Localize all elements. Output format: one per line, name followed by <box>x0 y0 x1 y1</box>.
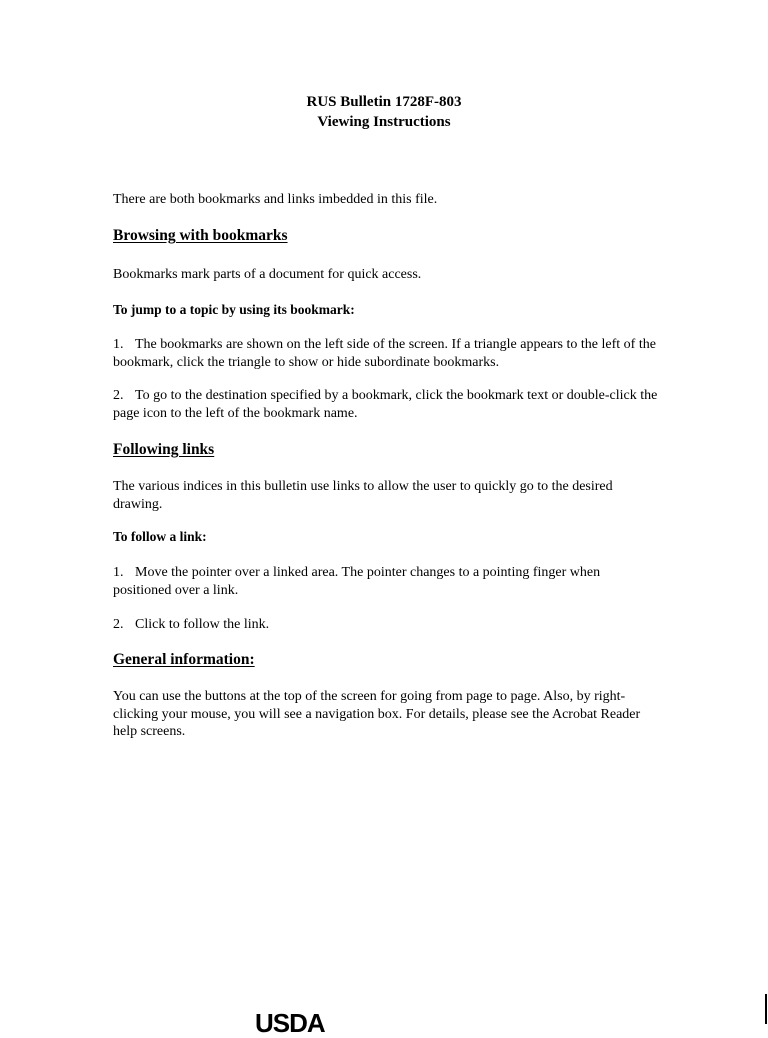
step-number: 1. <box>113 565 124 580</box>
step-number: 2. <box>113 617 124 632</box>
title-line-1: RUS Bulletin 1728F-803 <box>306 94 462 110</box>
step-number: 1. <box>113 337 124 352</box>
page-edge-divider <box>765 994 767 1024</box>
title-line-2: Viewing Instructions <box>317 114 451 130</box>
step-text: To go to the destination specified by a bookmark, click the bookmark text or double-click the page icon to the left of the bookmark name. <box>113 388 658 421</box>
step-text: The bookmarks are shown on the left side of the screen. If a triangle appears to the left of the bookmark, click the triangle to show or hide subordinate bookmarks. <box>113 337 656 370</box>
links-heading: Following links <box>113 441 215 458</box>
intro-paragraph: There are both bookmarks and links imbedded in this file. <box>113 192 438 207</box>
bookmarks-step-1 <box>113 336 658 371</box>
bookmarks-subheading: To jump to a topic by using its bookmark: <box>113 302 355 317</box>
bookmarks-heading: Browsing with bookmarks <box>113 227 288 244</box>
general-heading: General information: <box>113 651 255 668</box>
general-paragraph: You can use the buttons at the top of the screen for going from page to page. Also, by right-clicking your mouse, you will see a navigation box. For details, please see the Acrobat Reader help screens. <box>113 689 641 739</box>
links-step-2 <box>113 616 658 634</box>
step-text: Move the pointer over a linked area. The pointer changes to a pointing finger when positioned over a link. <box>113 565 601 598</box>
step-number: 2. <box>113 388 124 403</box>
bookmarks-step-2 <box>113 387 658 422</box>
document-title <box>0 92 768 132</box>
usda-logo: USDA <box>255 1008 325 1038</box>
bookmarks-description: Bookmarks mark parts of a document for quick access. <box>113 267 422 282</box>
step-text: Click to follow the link. <box>135 617 270 632</box>
links-step-1 <box>113 564 658 599</box>
links-description: The various indices in this bulletin use links to allow the user to quickly go to the desired drawing. <box>113 479 613 512</box>
links-subheading: To follow a link: <box>113 529 207 544</box>
